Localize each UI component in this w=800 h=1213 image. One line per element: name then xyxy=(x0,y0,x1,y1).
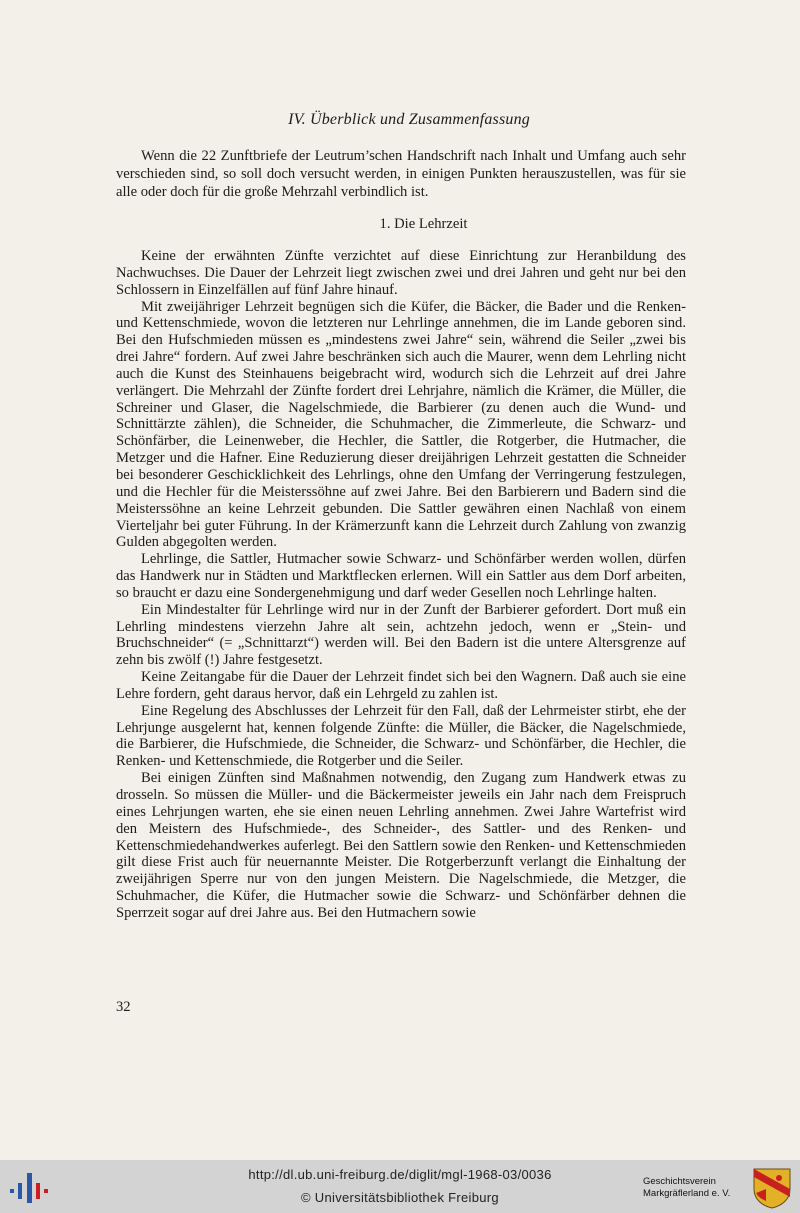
paragraph: Eine Regelung des Abschlusses der Lehrzeit für den Fall, daß der Lehrmeister stirbt, ehe der Lehrjunge ausgelernt hat, kennen folgende Zünfte: die Müller, die Bäcker, die Nagelschmiede, die Barbierer, die Hufschmiede, die Schneider, die Schwarz- und Schönfärber, die Hechler, die Renken- und Kettenschmiede, die Rotgerber und die Seiler. xyxy=(116,702,686,770)
intro-paragraph: Wenn die 22 Zunftbriefe der Leutrum’schen Handschrift nach Inhalt und Umfang auch sehr verschieden sind, so soll doch versucht werden, in einigen Punkten herauszustellen, was für sie alle oder doch für die große Mehrzahl verbindlich ist. xyxy=(116,148,686,200)
paragraph: Ein Mindestalter für Lehrlinge wird nur in der Zunft der Barbierer gefordert. Dort muß ein Lehrling mindestens vierzehn Jahre alt sein, achtzehn jedoch, wenn er „Stein- und Bruchschneider“ (= „Schnittarzt“) werden will. Bei den Badern ist die untere Altersgrenze auf zehn bis zwölf (!) Jahre festgesetzt. xyxy=(116,601,686,669)
society-name-line2: Markgräflerland e. V. xyxy=(643,1188,731,1199)
section-title: 1. Die Lehrzeit xyxy=(379,216,468,232)
paragraph: Mit zweijähriger Lehrzeit begnügen sich die Küfer, die Bäcker, die Bader und die Renken- und Kettenschmiede, wovon die letzteren nur Lehrlinge annehmen, die im Lande geboren sind. Bei den Hufschmieden müssen es „mindestens zwei Jahre“ sein, während die Seiler „zwei bis drei Jahre“ fordern. Auf zwei Jahre beschränken sich auch die Maurer, wenn dem Lehrling nicht auch die Kunst des Steinhauens beigebracht wird, wodurch sich die Lehrzeit auf drei Jahre verlängert. Die Mehrzahl der Zünfte fordert drei Lehrjahre, nämlich die Krämer, die Müller, die Schreiner und Glaser, die Nagelschmiede, die Barbierer (zu denen auch die Wund- und Schnittärzte zählen), die Schneider, die Schuhmacher, die Zimmerleute, die Schwarz- und Schönfärber, die Leinenweber, die Hechler, die Sattler, die Rotgerber, die Hutmacher, die Metzger und die Hafner. Eine Reduzierung dieser dreijährigen Lehrzeit gestatten die Schneider bei besonderer Geschicklichkeit des Lehrlings, ohne den Umfang der Verringerung festzulegen, und die Hechler für die Meisterssöhne auf zwei Jahre. Bei den Barbierern und Badern sind die Meisterssöhne an keine Lehrzeit gebunden. Die Sattler gewähren einen Nachlaß von einem Vierteljahr bei guter Führung. In der Krämerzunft kann die Lehrzeit durch Zahlung von zwanzig Gulden abgegolten werden. xyxy=(116,298,686,551)
coat-of-arms-icon xyxy=(752,1167,792,1209)
paragraph: Keine Zeitangabe für die Dauer der Lehrzeit findet sich bei den Wagnern. Daß auch sie eine Lehre fordern, geht daraus hervor, daß ein Lehrgeld zu zahlen ist. xyxy=(116,669,686,702)
paragraph: Lehrlinge, die Sattler, Hutmacher sowie Schwarz- und Schönfärber werden wollen, dürfen das Handwerk nur in Städten und Marktflecken erlernen. Will ein Sattler aus dem Dorf arbeiten, so braucht er dazu eine Sondergenehmigung und darf weder Gesellen noch Lehrlinge halten. xyxy=(116,551,686,601)
society-name xyxy=(643,1176,751,1200)
document-url-link[interactable]: http://dl.ub.uni-freiburg.de/diglit/mgl-1968-03/0036 xyxy=(248,1167,552,1182)
intro-text xyxy=(116,148,686,201)
page-number: 32 xyxy=(116,999,131,1015)
paragraph: Keine der erwähnten Zünfte verzichtet auf diese Einrichtung zur Heranbildung des Nachwuchses. Die Dauer der Lehrzeit liegt zwischen zwei und drei Jahren und geht nur bei den Schlossern in Einzelfällen auf fünf Jahre hinauf. xyxy=(116,248,686,298)
copyright-text: © Universitätsbibliothek Freiburg xyxy=(301,1190,499,1205)
body-text xyxy=(116,248,686,922)
society-name-line1: Geschichtsverein xyxy=(643,1176,716,1187)
viewer-footer xyxy=(0,1160,800,1213)
paragraph: Bei einigen Zünften sind Maßnahmen notwendig, den Zugang zum Handwerk etwas zu drosseln. So müssen die Müller- und die Bäckermeister jeweils ein Jahr nach dem Freispruch eines Lehrjungen warten, ehe sie einen neuen Lehrling annehmen. Zwei Jahre Wartefrist wird den Meistern des Hufschmiede-, des Schneider-, des Sattler- und des Renken- und Kettenschmiedehandwerkes auferlegt. Bei den Sattlern sowie den Renken- und Kettenschmieden gilt diese Frist auch für neuernannte Meister. Die Rotgerberzunft verlangt die Einhaltung der zweijährigen Sperre nur von den jungen Meistern. Die Nagelschmiede, die Metzger, die Schuhmacher, die Küfer, die Hutmacher sowie die Schwarz- und Schönfärber dehnen die Sperrzeit sogar auf drei Jahre aus. Bei den Hutmachern sowie xyxy=(116,770,686,921)
chapter-heading: IV. Überblick und Zusammenfassung xyxy=(288,111,530,128)
